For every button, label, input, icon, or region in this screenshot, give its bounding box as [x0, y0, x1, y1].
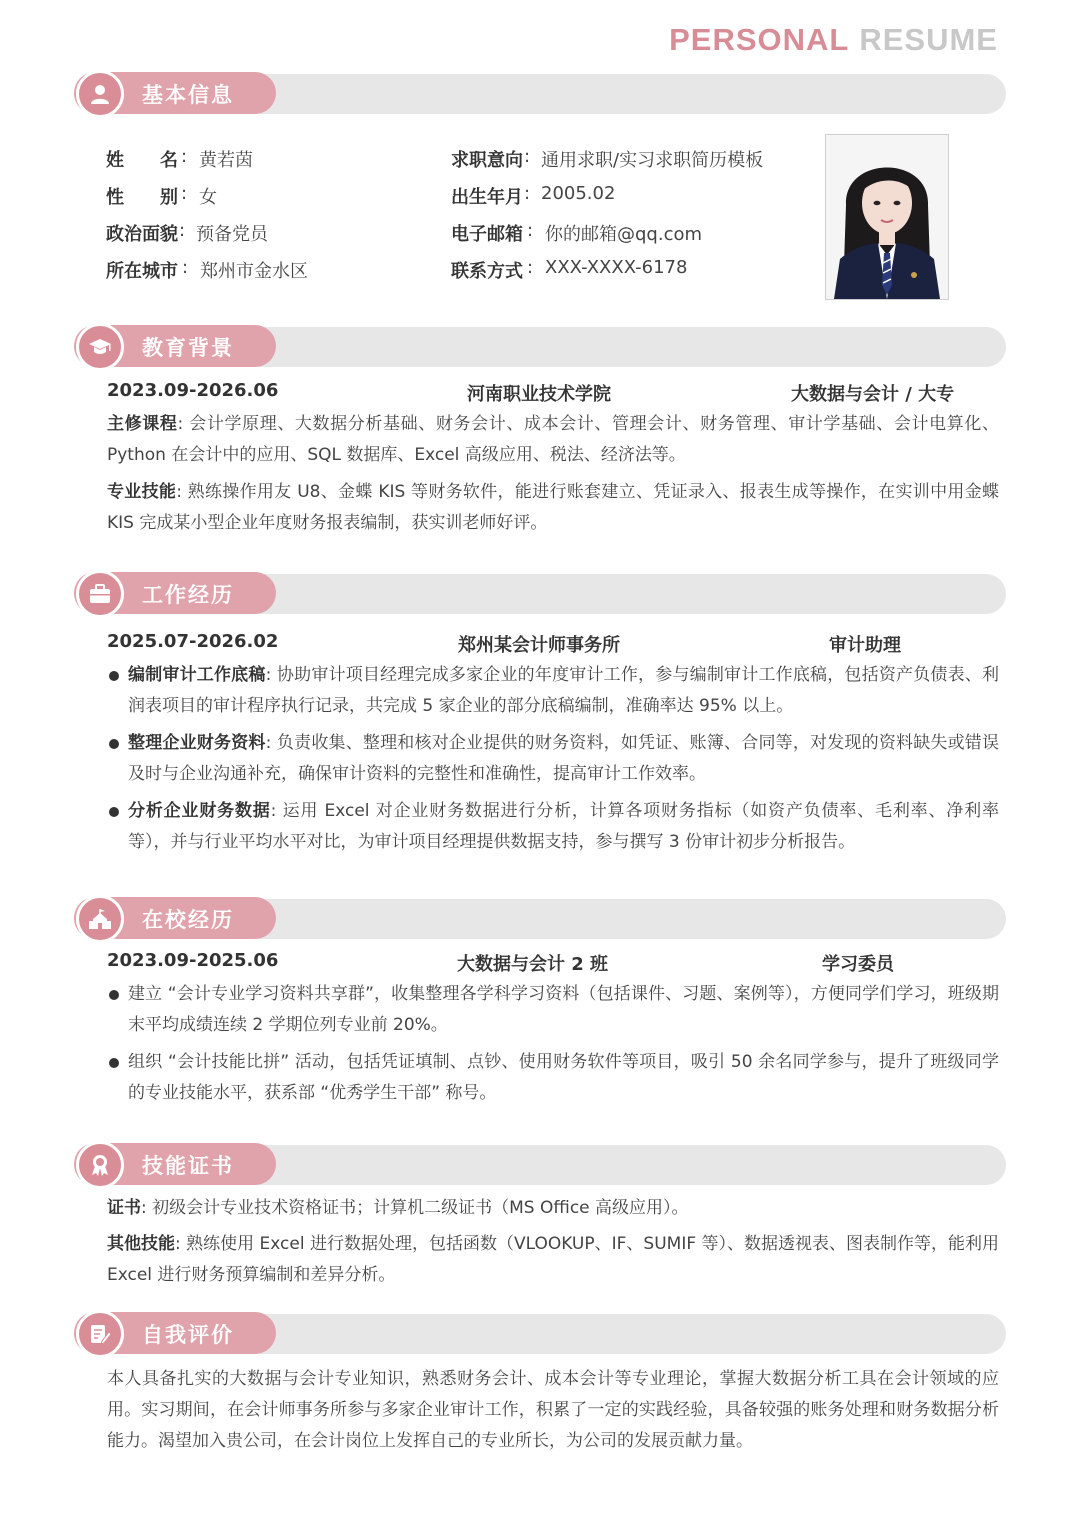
work-period: 2025.07-2026.02: [107, 631, 279, 652]
education-period: 2023.09-2026.06: [107, 380, 279, 401]
education-skills: [107, 477, 999, 539]
bullet-dot: [109, 739, 119, 749]
email-label: 电子邮箱: [451, 224, 523, 245]
bullet-dot: [109, 671, 119, 681]
section-title: 技能证书: [142, 1154, 234, 1178]
bullet-dot: [109, 1058, 119, 1068]
colon: :: [524, 146, 531, 167]
briefcase-icon: [76, 570, 124, 618]
section-header-basic: [74, 72, 1006, 114]
city-value: 郑州市金水区: [200, 261, 308, 282]
colon: :: [527, 220, 534, 241]
work-item: [107, 728, 999, 790]
phone-label: 联系方式: [451, 261, 523, 282]
cert-text: 初级会计专业技术资格证书；计算机二级证书（MS Office 高级应用）。: [152, 1198, 689, 1218]
email-value: 你的邮箱@qq.com: [545, 224, 703, 245]
gender-value: 女: [199, 187, 217, 208]
section-header-skills: [74, 1143, 1006, 1185]
colon: :: [175, 1234, 181, 1254]
campus-item: [107, 979, 999, 1041]
edit-note-icon: [76, 1310, 124, 1358]
work-item-text: 负责收集、整理和核对企业提供的财务资料，如凭证、账簿、合同等，对发现的资料缺失或错误及时与企业沟通补充，确保审计资料的完整性和准确性，提高审计工作效率。: [128, 733, 1000, 784]
courses-label: 主修课程: [107, 414, 178, 434]
work-role: 审计助理: [829, 635, 901, 656]
work-item-label: 编制审计工作底稿: [128, 665, 266, 685]
section-title: 基本信息: [142, 83, 234, 107]
other-skills-label: 其他技能: [107, 1234, 175, 1254]
colon: :: [182, 257, 189, 278]
other-skills-text: 熟练使用 Excel 进行数据处理，包括函数（VLOOKUP、IF、SUMIF 等）、数据透视表、图表制作等，能利用 Excel 进行财务预算编制和差异分析。: [107, 1234, 1000, 1285]
colon: :: [177, 414, 184, 434]
phone-value: XXX-XXXX-6178: [545, 257, 688, 278]
intent-label: 求职意向: [451, 150, 523, 171]
colon: :: [270, 801, 277, 821]
section-title: 工作经历: [142, 583, 234, 607]
city-label: 所在城市: [106, 261, 178, 282]
section-header-self: [74, 1312, 1006, 1354]
name-label-char2: 名: [160, 150, 178, 171]
section-title: 在校经历: [142, 908, 234, 932]
politics-value: 预备党员: [196, 224, 268, 245]
gender-label-char2: 别: [160, 187, 178, 208]
banner-personal: PERSONAL: [669, 22, 850, 57]
colon: :: [265, 665, 272, 685]
education-courses: [107, 409, 999, 471]
campus-role: 学习委员: [822, 954, 894, 975]
colon: :: [181, 146, 188, 167]
profile-photo: [825, 134, 949, 300]
section-title: 自我评价: [142, 1323, 234, 1347]
name-value: 黄若茵: [199, 150, 253, 171]
campus-item-text: 建立 “会计专业学习资料共享群”，收集整理各学科学习资料（包括课件、习题、案例等），方便同学们学习，班级期末平均成绩连续 2 学期位列专业前 20%。: [128, 984, 999, 1035]
bullet-dot: [109, 990, 119, 1000]
work-item-text: 协助审计项目经理完成多家企业的年度审计工作，参与编制审计工作底稿，包括资产负债表、利润表项目的审计程序执行记录，共完成 5 家企业的部分底稿编制，准确率达 95% 以上。: [128, 665, 1000, 716]
work-company: 郑州某会计师事务所: [458, 635, 620, 656]
education-school: 河南职业技术学院: [467, 384, 611, 405]
colon: :: [179, 220, 186, 241]
user-icon: [76, 70, 124, 118]
section-header-education: [74, 325, 1006, 367]
education-major: 大数据与会计 / 大专: [791, 384, 955, 405]
politics-label: 政治面貌: [106, 224, 178, 245]
campus-row: [107, 950, 997, 976]
self-evaluation-text: 本人具备扎实的大数据与会计专业知识，熟悉财务会计、成本会计等专业理论，掌握大数据分析工具在会计领域的应用。实习期间，在会计师事务所参与多家企业审计工作，积累了一定的实践经验，具备较强的账务处理和财务数据分析能力。渴望加入贵公司，在会计岗位上发挥自己的专业所长，为公司的发展贡献力量。: [107, 1369, 999, 1451]
work-item: [107, 796, 999, 858]
work-row: [107, 631, 997, 657]
campus-item: [107, 1047, 999, 1109]
banner-resume: RESUME: [859, 22, 998, 57]
colon: :: [141, 1198, 147, 1218]
name-label-char1: 姓: [106, 150, 124, 171]
resume-banner: [669, 22, 998, 58]
campus-item-text: 组织 “会计技能比拼” 活动，包括凭证填制、点钞、使用财务软件等项目，吸引 50 余名同学参与，提升了班级同学的专业技能水平，获系部 “优秀学生干部” 称号。: [128, 1052, 999, 1103]
courses-text: 会计学原理、大数据分析基础、财务会计、成本会计、管理会计、财务管理、审计学基础、会计电算化、Python 在会计中的应用、SQL 数据库、Excel 高级应用、税法、经济法等。: [107, 414, 1000, 465]
section-title: 教育背景: [142, 336, 234, 360]
work-item: [107, 660, 999, 722]
skills-label: 专业技能: [107, 482, 177, 502]
school-building-icon: [76, 895, 124, 943]
cert-label: 证书: [107, 1198, 141, 1218]
birth-label: 出生年月: [451, 187, 523, 208]
intent-value: 通用求职/实习求职简历模板: [541, 150, 764, 171]
education-row: [107, 380, 997, 406]
colon: :: [181, 183, 188, 204]
work-item-text: 运用 Excel 对企业财务数据进行分析，计算各项财务指标（如资产负债率、毛利率、净利率等），并与行业平均水平对比，为审计项目经理提供数据支持，参与撰写 3 份审计初步分析报告。: [128, 801, 999, 852]
campus-period: 2023.09-2025.06: [107, 950, 279, 971]
skills-other: [107, 1229, 999, 1291]
section-header-work: [74, 572, 1006, 614]
gender-label-char1: 性: [106, 187, 124, 208]
section-header-campus: [74, 897, 1006, 939]
skills-text: 熟练操作用友 U8、金蝶 KIS 等财务软件，能进行账套建立、凭证录入、报表生成等操作，在实训中用金蝶 KIS 完成某小型企业年度财务报表编制，获实训老师好评。: [107, 482, 1000, 533]
award-ribbon-icon: [76, 1141, 124, 1189]
campus-org: 大数据与会计 2 班: [457, 954, 609, 975]
colon: :: [265, 733, 272, 753]
work-item-label: 整理企业财务资料: [128, 733, 266, 753]
colon: :: [527, 257, 534, 278]
work-item-label: 分析企业财务数据: [128, 801, 271, 821]
bullet-dot: [109, 807, 119, 817]
birth-value: 2005.02: [541, 183, 616, 204]
colon: :: [176, 482, 182, 502]
skills-cert: [107, 1193, 999, 1224]
graduation-cap-icon: [76, 323, 124, 371]
colon: :: [524, 183, 531, 204]
